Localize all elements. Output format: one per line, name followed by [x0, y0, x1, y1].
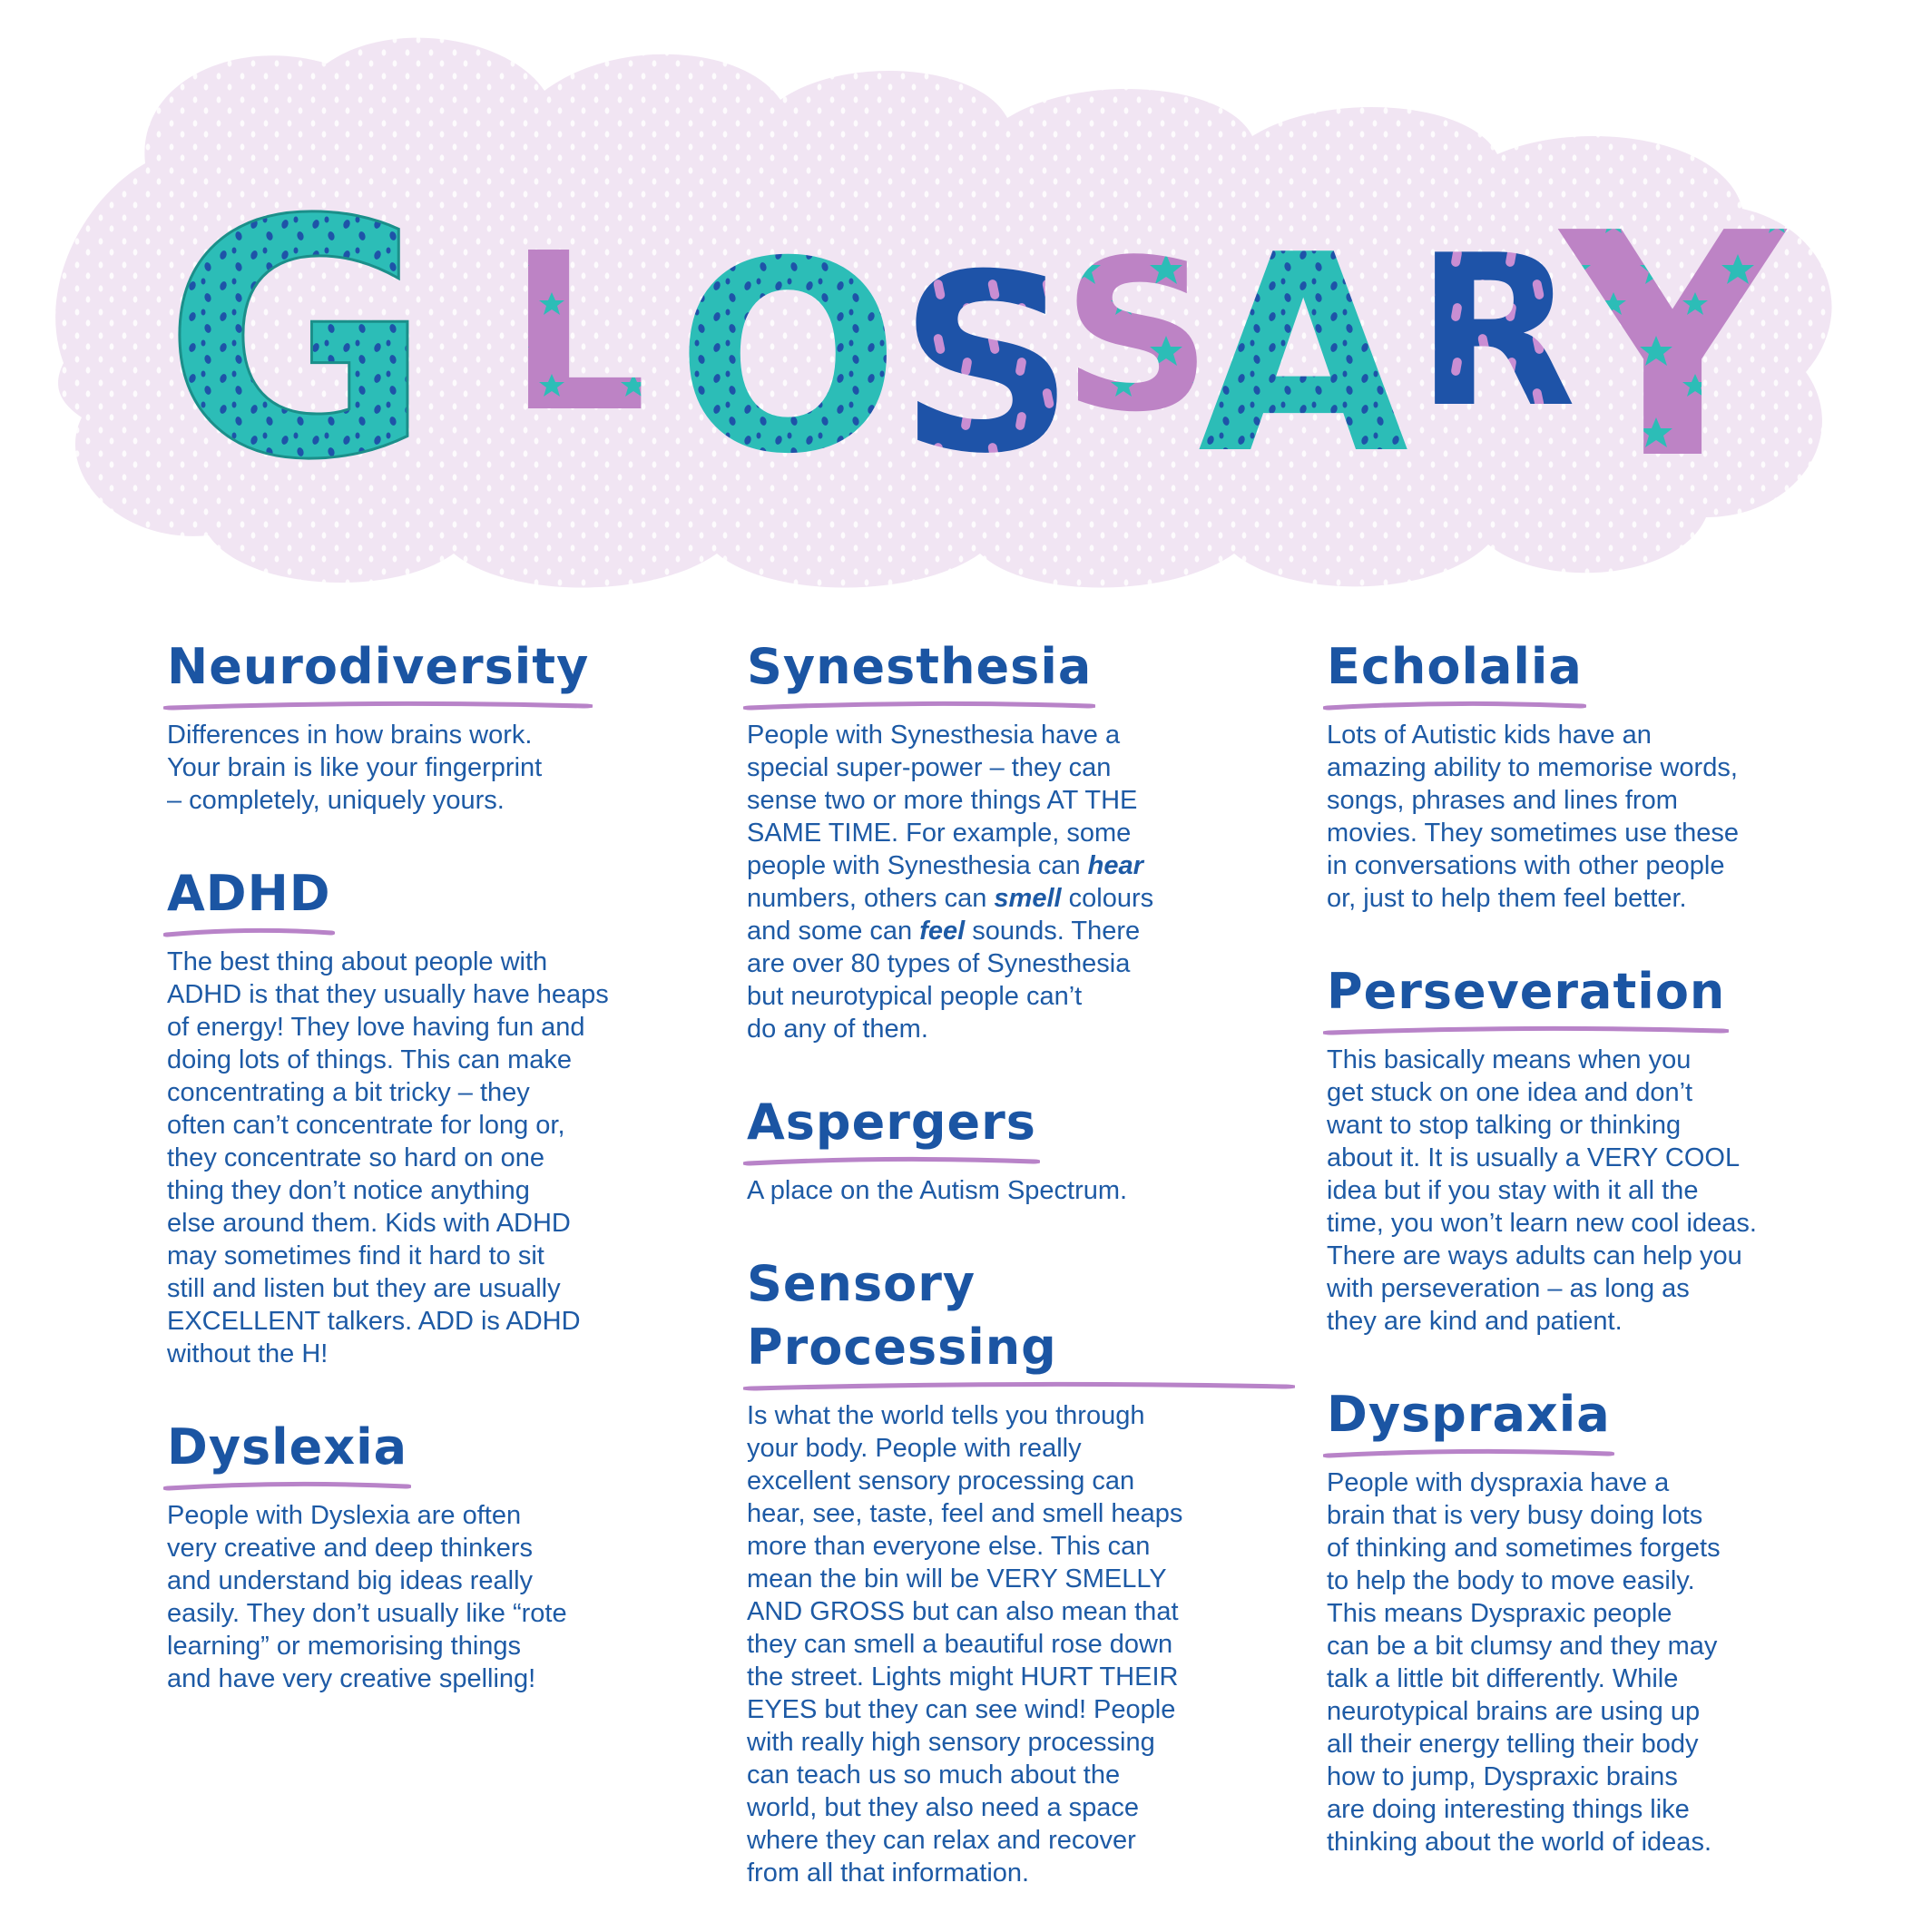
entry-body: This basically means when you get stuck on one idea and don’t want to stop talking or thinking about it. It is usually a VERY COOL idea but if you stay with it all the time, you won’t learn new cool ideas. There are ways adults can help you with perseveration – as long as they are kind and patient. [1327, 1045, 1757, 1336]
svg-text:L: L [508, 206, 647, 460]
heading-underline [1323, 699, 1586, 711]
entry-heading: ADHD [167, 865, 331, 922]
entry-adhd [167, 862, 711, 1370]
entry-heading: Dyspraxia [1327, 1386, 1611, 1443]
heading-underline [163, 926, 335, 938]
glossary-column-1 [167, 635, 711, 1695]
heading-underline [743, 699, 1095, 711]
heading-underline [743, 1154, 1040, 1167]
svg-text:Y: Y [1561, 168, 1785, 527]
glossary-banner [0, 0, 1932, 617]
emphasis-word: hear [1087, 851, 1143, 880]
svg-text:S: S [1062, 216, 1212, 458]
entry-heading: Dyslexia [167, 1418, 408, 1476]
entry-heading: Echolalia [1327, 638, 1583, 695]
heading-underline [1323, 1024, 1729, 1036]
entry-heading: Perseveration [1327, 963, 1726, 1020]
entry-body: The best thing about people with ADHD is that they usually have heaps of energy! They love having fun and doing lots of things. This can make concentrating a bit tricky – they often can’t concentrate for long or, they concentrate so hard on one thing they don’t notice anything else around them. Kids with ADHD may sometimes find it hard to sit still and listen but they are usually EXCELLENT talkers. ADD is ADHD without the H! [167, 947, 609, 1368]
entry-echolalia [1327, 635, 1871, 915]
entry-body: People with Synesthesia have a special super-power – they can sense two or more things AT THE SAME TIME. For example, some people with Synesthesia can hear numbers, others can smell colours and some can feel sounds. There are over 80 types of Synesthesia but neurotypical people can’t do any of them. [747, 721, 1154, 1044]
entry-body: Differences in how brains work. Your brain is like your fingerprint – completely, uniquely yours. [167, 721, 543, 815]
entry-heading: Sensory Processing [747, 1255, 1057, 1376]
entry-heading: Neurodiversity [167, 638, 590, 695]
entry-body: A place on the Autism Spectrum. [747, 1176, 1128, 1205]
entry-synesthesia [747, 635, 1291, 1045]
entry-aspergers [747, 1091, 1291, 1207]
svg-text:O: O [676, 206, 900, 512]
glossary-column-2 [747, 635, 1291, 1889]
glossary-column-3 [1327, 635, 1871, 1858]
entry-body: Is what the world tells you through your body. People with really excellent sensory processing can hear, see, taste, feel and smell heaps more than everyone else. This can mean the bin will be VERY SMELLY AND GROSS but can also mean that they can smell a beautiful rose down the street. Lights might HURT THEIR EYES but they can see wind! People with really high sensory processing can teach us so much about the world, but they also need a space where they can relax and recover from all that information. [747, 1401, 1183, 1888]
entry-dyslexia [167, 1416, 711, 1695]
entry-dyspraxia [1327, 1383, 1871, 1858]
svg-text:S: S [898, 221, 1075, 507]
entry-perseveration [1327, 960, 1871, 1338]
heading-underline [743, 1379, 1295, 1392]
emphasis-word: smell [994, 884, 1062, 913]
heading-underline [163, 699, 593, 711]
entry-body: People with dyspraxia have a brain that is very busy doing lots of thinking and sometimes forgets to help the body to move easily. This means Dyspraxic people can be a bit clumsy and they may talk a little bit differently. While neurotypical brains are using up all their energy telling their body how to jump, Dyspraxic brains are doing interesting things like thinking about the world of ideas. [1327, 1468, 1721, 1857]
svg-text:A: A [1198, 197, 1409, 514]
entry-heading: Aspergers [747, 1093, 1036, 1151]
entry-body: People with Dyslexia are often very creative and deep thinkers and understand big ideas really easily. They don’t usually like “rote learning” or memorising things and have very creative spelling! [167, 1501, 567, 1693]
svg-text:G: G [163, 151, 432, 531]
entry-neurodiversity [167, 635, 711, 817]
svg-text:R: R [1416, 211, 1577, 454]
entry-heading: Synesthesia [747, 638, 1093, 695]
heading-underline [163, 1479, 411, 1492]
heading-underline [1323, 1447, 1614, 1459]
emphasis-word: feel [919, 917, 966, 946]
entry-body: Lots of Autistic kids have an amazing ability to memorise words, songs, phrases and lines from movies. They sometimes use these in conversations with other people or, just to help them feel better. [1327, 721, 1739, 913]
entry-sensory-processing [747, 1252, 1291, 1889]
glossary-title-art [0, 0, 1932, 617]
